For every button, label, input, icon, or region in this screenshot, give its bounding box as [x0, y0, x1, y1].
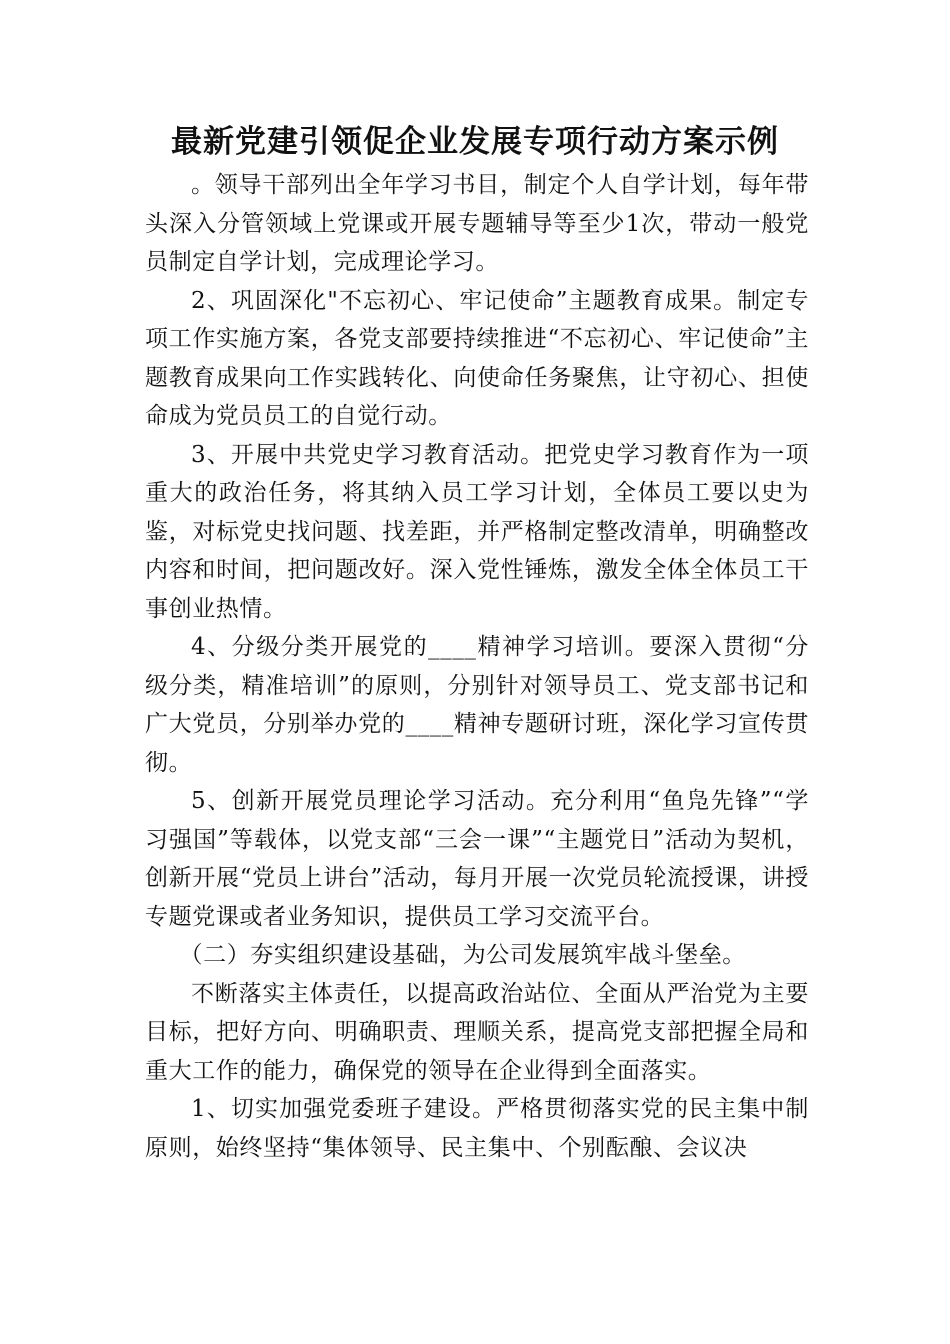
paragraph-item-1: 1、切实加强党委班子建设。严格贯彻落实党的民主集中制原则，始终坚持“集体领导、民主集中、个别酝酿、会议决	[145, 1096, 809, 1161]
document-title: 最新党建引领促企业发展专项行动方案示例	[171, 124, 779, 160]
paragraph-study-plan: 。领导干部列出全年学习书目，制定个人自学计划，每年带头深入分管领域上党课或开展专题辅导等至少1次，带动一般党员制定自学计划，完成理论学习。	[145, 172, 809, 275]
paragraph-item-5: 5、创新开展党员理论学习活动。充分利用“鱼凫先锋”“学习强国”等载体，以党支部“三会一课”“主题党日”活动为契机，创新开展“党员上讲台”活动，每月开展一次党员轮流授课，讲授专题党课或者业务知识，提供员工学习交流平台。	[145, 788, 809, 930]
section-heading-2: （二）夯实组织建设基础，为公司发展筑牢战斗堡垒。	[179, 942, 746, 968]
paragraph-section-intro: 不断落实主体责任，以提高政治站位、全面从严治党为主要目标，把好方向、明确职责、理顺关系，提高党支部把握全局和重大工作的能力，确保党的领导在企业得到全面落实。	[145, 980, 809, 1084]
paragraph-item-2: 2、巩固深化"不忘初心、牢记使命”主题教育成果。制定专项工作实施方案，各党支部要持续推进“不忘初心、牢记使命”主题教育成果向工作实践转化、向使命任务聚焦，让守初心、担使命成为党员员工的自觉行动。	[145, 287, 809, 429]
paragraph-item-4: 4、分级分类开展党的____精神学习培训。要深入贯彻“分级分类，精准培训”的原则，分别针对领导员工、党支部书记和广大党员，分别举办党的____精神专题研讨班，深化学习宣传贯彻。	[145, 634, 809, 776]
paragraph-item-3: 3、开展中共党史学习教育活动。把党史学习教育作为一项重大的政治任务，将其纳入员工学习计划，全体员工要以史为鉴，对标党史找问题、找差距，并严格制定整改清单，明确整改内容和时间，把问题改好。深入党性锤炼，激发全体全体员工干事创业热情。	[145, 441, 809, 622]
document-body	[145, 166, 809, 1167]
